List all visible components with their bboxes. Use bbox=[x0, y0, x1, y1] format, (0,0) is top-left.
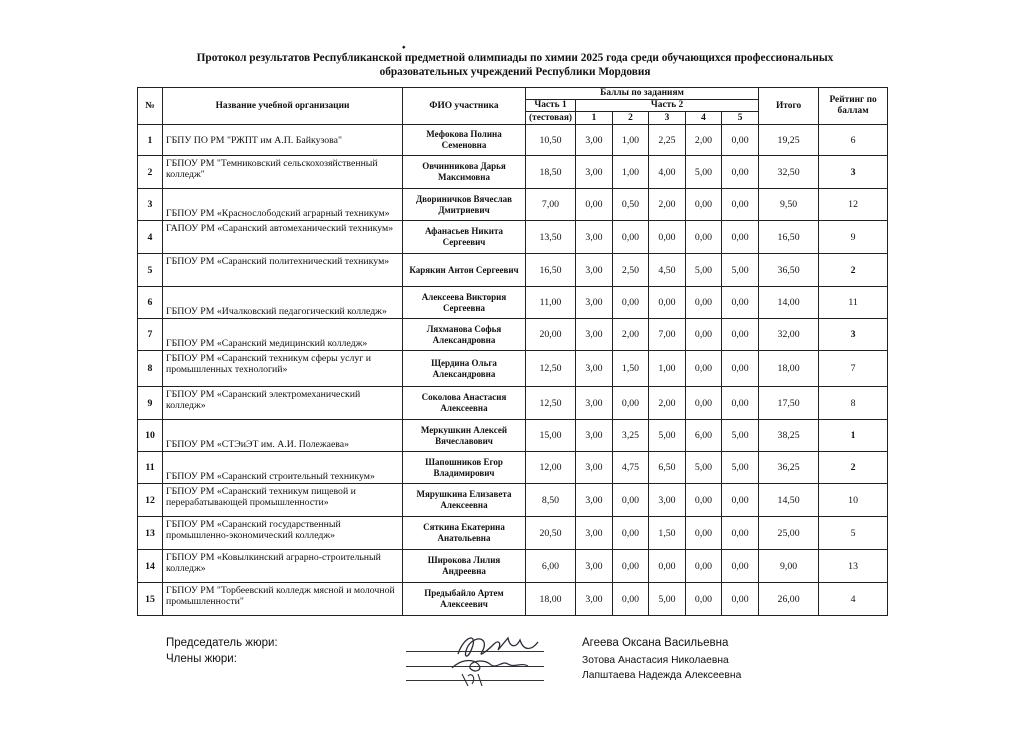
organization-name: ГБПОУ РМ «Ковылкинский аграрно-строительный колледж» bbox=[163, 550, 403, 583]
rank: 6 bbox=[819, 125, 888, 156]
part2-task-5-score: 0,00 bbox=[722, 351, 759, 387]
part2-task-2-score: 0,00 bbox=[613, 583, 649, 616]
part2-task-1-score: 3,00 bbox=[576, 452, 613, 484]
part2-task-5-score: 0,00 bbox=[722, 517, 759, 550]
part2-task-2-score: 0,50 bbox=[613, 189, 649, 221]
part2-task-4-score: 0,00 bbox=[686, 387, 722, 420]
table-row bbox=[138, 189, 888, 221]
part2-task-3-score: 2,00 bbox=[649, 189, 686, 221]
part2-task-5-score: 0,00 bbox=[722, 583, 759, 616]
part2-task-4-score: 0,00 bbox=[686, 484, 722, 517]
total-score: 14,50 bbox=[759, 484, 819, 517]
total-score: 17,50 bbox=[759, 387, 819, 420]
part2-task-1-score: 3,00 bbox=[576, 351, 613, 387]
rank: 8 bbox=[819, 387, 888, 420]
part2-task-1-score: 3,00 bbox=[576, 583, 613, 616]
participant-name: Алексеева Виктория Сергеевна bbox=[403, 287, 526, 319]
total-score: 9,00 bbox=[759, 550, 819, 583]
title-line-1: Протокол результатов Республиканской предметной олимпиады по химии 2025 года среди обучающихся профессиональных bbox=[196, 52, 834, 64]
row-number: 10 bbox=[138, 420, 163, 452]
header-rank: Рейтинг по баллам bbox=[819, 88, 888, 125]
results-table bbox=[137, 87, 888, 616]
jury-chair-label: Председатель жюри: bbox=[166, 637, 278, 649]
row-number: 5 bbox=[138, 254, 163, 287]
organization-name: ГБПУ ПО РМ "РЖПТ им А.П. Байкузова" bbox=[163, 125, 403, 156]
row-number: 12 bbox=[138, 484, 163, 517]
table-row bbox=[138, 517, 888, 550]
part2-task-3-score: 2,00 bbox=[649, 387, 686, 420]
organization-name: ГБПОУ РМ «Краснослободский аграрный техникум» bbox=[163, 189, 403, 221]
header-task-4: 4 bbox=[686, 112, 722, 125]
part2-task-5-score: 5,00 bbox=[722, 452, 759, 484]
header-name: ФИО участника bbox=[403, 88, 526, 125]
part1-score: 20,50 bbox=[526, 517, 576, 550]
rank: 13 bbox=[819, 550, 888, 583]
ink-mark: ⬩ bbox=[402, 42, 406, 53]
part2-task-5-score: 5,00 bbox=[722, 420, 759, 452]
part2-task-4-score: 5,00 bbox=[686, 452, 722, 484]
participant-name: Сяткина Екатерина Анатольевна bbox=[403, 517, 526, 550]
table-row bbox=[138, 125, 888, 156]
part2-task-1-score: 3,00 bbox=[576, 254, 613, 287]
part2-task-3-score: 4,50 bbox=[649, 254, 686, 287]
part2-task-3-score: 7,00 bbox=[649, 319, 686, 351]
row-number: 3 bbox=[138, 189, 163, 221]
table-row bbox=[138, 550, 888, 583]
rank: 10 bbox=[819, 484, 888, 517]
part2-task-2-score: 0,00 bbox=[613, 484, 649, 517]
participant-name: Карякин Антон Сергеевич bbox=[403, 254, 526, 287]
table-row bbox=[138, 221, 888, 254]
part2-task-4-score: 5,00 bbox=[686, 156, 722, 189]
total-score: 16,50 bbox=[759, 221, 819, 254]
participant-name: Меркушкин Алексей Вячеславович bbox=[403, 420, 526, 452]
part2-task-2-score: 0,00 bbox=[613, 550, 649, 583]
part2-task-5-score: 0,00 bbox=[722, 125, 759, 156]
header-task-1: 1 bbox=[576, 112, 613, 125]
part2-task-1-score: 3,00 bbox=[576, 484, 613, 517]
table-row bbox=[138, 254, 888, 287]
part2-task-3-score: 0,00 bbox=[649, 221, 686, 254]
document-title bbox=[150, 51, 880, 79]
part2-task-2-score: 1,50 bbox=[613, 351, 649, 387]
part2-task-4-score: 5,00 bbox=[686, 254, 722, 287]
organization-name: ГБПОУ РМ «Саранский техникум сферы услуг и промышленных технологий» bbox=[163, 351, 403, 387]
row-number: 8 bbox=[138, 351, 163, 387]
total-score: 9,50 bbox=[759, 189, 819, 221]
table-header bbox=[138, 88, 888, 125]
part1-score: 15,00 bbox=[526, 420, 576, 452]
part2-task-2-score: 2,00 bbox=[613, 319, 649, 351]
rank: 3 bbox=[819, 156, 888, 189]
organization-name: ГБПОУ РМ «СТЭиЭТ им. А.И. Полежаева» bbox=[163, 420, 403, 452]
participant-name: Мефокова Полина Семеновна bbox=[403, 125, 526, 156]
organization-name: ГАПОУ РМ «Саранский автомеханический техникум» bbox=[163, 221, 403, 254]
part2-task-4-score: 0,00 bbox=[686, 221, 722, 254]
row-number: 14 bbox=[138, 550, 163, 583]
part2-task-3-score: 1,00 bbox=[649, 351, 686, 387]
part2-task-1-score: 3,00 bbox=[576, 125, 613, 156]
part1-score: 8,50 bbox=[526, 484, 576, 517]
part2-task-2-score: 3,25 bbox=[613, 420, 649, 452]
header-num: № bbox=[138, 88, 163, 125]
part2-task-4-score: 0,00 bbox=[686, 583, 722, 616]
row-number: 11 bbox=[138, 452, 163, 484]
part2-task-1-score: 3,00 bbox=[576, 550, 613, 583]
part2-task-3-score: 5,00 bbox=[649, 583, 686, 616]
header-scores: Баллы по заданиям bbox=[526, 88, 759, 100]
part2-task-3-score: 4,00 bbox=[649, 156, 686, 189]
part2-task-5-score: 0,00 bbox=[722, 287, 759, 319]
part2-task-5-score: 0,00 bbox=[722, 189, 759, 221]
part2-task-5-score: 0,00 bbox=[722, 156, 759, 189]
rank: 7 bbox=[819, 351, 888, 387]
organization-name: ГБПОУ РМ «Саранский государственный промышленно-экономический колледж» bbox=[163, 517, 403, 550]
part1-score: 16,50 bbox=[526, 254, 576, 287]
title-line-2: образовательных учреждений Республики Мордовия bbox=[379, 66, 651, 78]
part2-task-3-score: 1,50 bbox=[649, 517, 686, 550]
header-part1-sub: (тестовая) bbox=[526, 112, 576, 125]
part2-task-2-score: 2,50 bbox=[613, 254, 649, 287]
part1-score: 18,00 bbox=[526, 583, 576, 616]
organization-name: ГБПОУ РМ "Торбеевский колледж мясной и молочной промышленности" bbox=[163, 583, 403, 616]
part2-task-1-score: 3,00 bbox=[576, 287, 613, 319]
part1-score: 18,50 bbox=[526, 156, 576, 189]
part1-score: 20,00 bbox=[526, 319, 576, 351]
jury-members-label: Члены жюри: bbox=[166, 653, 237, 665]
row-number: 15 bbox=[138, 583, 163, 616]
organization-name: ГБПОУ РМ «Ичалковский педагогический колледж» bbox=[163, 287, 403, 319]
table-row bbox=[138, 484, 888, 517]
part2-task-2-score: 0,00 bbox=[613, 221, 649, 254]
participant-name: Предыбайло Артем Алексеевич bbox=[403, 583, 526, 616]
participant-name: Щердина Ольга Александровна bbox=[403, 351, 526, 387]
total-score: 14,00 bbox=[759, 287, 819, 319]
row-number: 7 bbox=[138, 319, 163, 351]
rank: 11 bbox=[819, 287, 888, 319]
part1-score: 6,00 bbox=[526, 550, 576, 583]
table-row bbox=[138, 420, 888, 452]
organization-name: ГБПОУ РМ «Саранский техникум пищевой и перерабатывающей промышленности» bbox=[163, 484, 403, 517]
part2-task-5-score: 0,00 bbox=[722, 484, 759, 517]
jury-member-2: Лапштаева Надежда Алексеевна bbox=[582, 670, 742, 681]
part2-task-1-score: 3,00 bbox=[576, 156, 613, 189]
part2-task-1-score: 3,00 bbox=[576, 387, 613, 420]
table-row bbox=[138, 287, 888, 319]
part2-task-5-score: 0,00 bbox=[722, 221, 759, 254]
table-row bbox=[138, 319, 888, 351]
participant-name: Мярушкина Елизавета Алексеевна bbox=[403, 484, 526, 517]
part2-task-3-score: 0,00 bbox=[649, 550, 686, 583]
part2-task-1-score: 0,00 bbox=[576, 189, 613, 221]
part2-task-3-score: 0,00 bbox=[649, 287, 686, 319]
part2-task-3-score: 5,00 bbox=[649, 420, 686, 452]
part1-score: 11,00 bbox=[526, 287, 576, 319]
part2-task-4-score: 0,00 bbox=[686, 351, 722, 387]
total-score: 32,00 bbox=[759, 319, 819, 351]
row-number: 6 bbox=[138, 287, 163, 319]
part2-task-2-score: 0,00 bbox=[613, 387, 649, 420]
part2-task-4-score: 0,00 bbox=[686, 287, 722, 319]
jury-chair-name: Агеева Оксана Васильевна bbox=[582, 637, 729, 649]
participant-name: Овчинникова Дарья Максимовна bbox=[403, 156, 526, 189]
part1-score: 7,00 bbox=[526, 189, 576, 221]
total-score: 32,50 bbox=[759, 156, 819, 189]
header-total: Итого bbox=[759, 88, 819, 125]
participant-name: Широкова Лилия Андреевна bbox=[403, 550, 526, 583]
header-org: Название учебной организации bbox=[163, 88, 403, 125]
rank: 12 bbox=[819, 189, 888, 221]
table-row bbox=[138, 351, 888, 387]
organization-name: ГБПОУ РМ «Саранский медицинский колледж» bbox=[163, 319, 403, 351]
part2-task-4-score: 0,00 bbox=[686, 189, 722, 221]
part2-task-1-score: 3,00 bbox=[576, 319, 613, 351]
organization-name: ГБПОУ РМ "Темниковский сельскохозяйственный колледж" bbox=[163, 156, 403, 189]
total-score: 36,25 bbox=[759, 452, 819, 484]
row-number: 2 bbox=[138, 156, 163, 189]
part2-task-4-score: 0,00 bbox=[686, 517, 722, 550]
total-score: 19,25 bbox=[759, 125, 819, 156]
part2-task-5-score: 5,00 bbox=[722, 254, 759, 287]
participant-name: Соколова Анастасия Алексеевна bbox=[403, 387, 526, 420]
part1-score: 10,50 bbox=[526, 125, 576, 156]
part2-task-2-score: 1,00 bbox=[613, 156, 649, 189]
row-number: 9 bbox=[138, 387, 163, 420]
part1-score: 12,00 bbox=[526, 452, 576, 484]
jury-member-1: Зотова Анастасия Николаевна bbox=[582, 655, 729, 666]
part2-task-5-score: 0,00 bbox=[722, 319, 759, 351]
row-number: 13 bbox=[138, 517, 163, 550]
rank: 1 bbox=[819, 420, 888, 452]
part1-score: 12,50 bbox=[526, 387, 576, 420]
row-number: 4 bbox=[138, 221, 163, 254]
part2-task-3-score: 6,50 bbox=[649, 452, 686, 484]
total-score: 25,00 bbox=[759, 517, 819, 550]
rank: 4 bbox=[819, 583, 888, 616]
participant-name: Двориничков Вячеслав Дмитриевич bbox=[403, 189, 526, 221]
part2-task-2-score: 1,00 bbox=[613, 125, 649, 156]
rank: 2 bbox=[819, 452, 888, 484]
participant-name: Шапошников Егор Владимирович bbox=[403, 452, 526, 484]
rank: 3 bbox=[819, 319, 888, 351]
part1-score: 12,50 bbox=[526, 351, 576, 387]
total-score: 26,00 bbox=[759, 583, 819, 616]
handwritten-signature bbox=[438, 628, 558, 688]
participant-name: Ляхманова Софья Александровна bbox=[403, 319, 526, 351]
total-score: 36,50 bbox=[759, 254, 819, 287]
rank: 2 bbox=[819, 254, 888, 287]
rank: 5 bbox=[819, 517, 888, 550]
part2-task-4-score: 0,00 bbox=[686, 550, 722, 583]
organization-name: ГБПОУ РМ «Саранский политехнический техникум» bbox=[163, 254, 403, 287]
part2-task-3-score: 2,25 bbox=[649, 125, 686, 156]
part2-task-3-score: 3,00 bbox=[649, 484, 686, 517]
header-task-3: 3 bbox=[649, 112, 686, 125]
part2-task-5-score: 0,00 bbox=[722, 387, 759, 420]
total-score: 18,00 bbox=[759, 351, 819, 387]
total-score: 38,25 bbox=[759, 420, 819, 452]
part2-task-2-score: 0,00 bbox=[613, 517, 649, 550]
part2-task-1-score: 3,00 bbox=[576, 420, 613, 452]
organization-name: ГБПОУ РМ «Саранский электромеханический колледж» bbox=[163, 387, 403, 420]
participant-name: Афанасьев Никита Сергеевич bbox=[403, 221, 526, 254]
part2-task-4-score: 6,00 bbox=[686, 420, 722, 452]
header-task-5: 5 bbox=[722, 112, 759, 125]
table-row bbox=[138, 156, 888, 189]
part2-task-5-score: 0,00 bbox=[722, 550, 759, 583]
table-body bbox=[138, 125, 888, 616]
table-row bbox=[138, 583, 888, 616]
part2-task-4-score: 2,00 bbox=[686, 125, 722, 156]
part2-task-1-score: 3,00 bbox=[576, 517, 613, 550]
organization-name: ГБПОУ РМ «Саранский строительный техникум» bbox=[163, 452, 403, 484]
part1-score: 13,50 bbox=[526, 221, 576, 254]
header-task-2: 2 bbox=[613, 112, 649, 125]
rank: 9 bbox=[819, 221, 888, 254]
table-row bbox=[138, 387, 888, 420]
header-part2: Часть 2 bbox=[576, 100, 759, 112]
header-part1: Часть 1 bbox=[526, 100, 576, 112]
table-row bbox=[138, 452, 888, 484]
part2-task-2-score: 0,00 bbox=[613, 287, 649, 319]
row-number: 1 bbox=[138, 125, 163, 156]
part2-task-2-score: 4,75 bbox=[613, 452, 649, 484]
part2-task-1-score: 3,00 bbox=[576, 221, 613, 254]
part2-task-4-score: 0,00 bbox=[686, 319, 722, 351]
